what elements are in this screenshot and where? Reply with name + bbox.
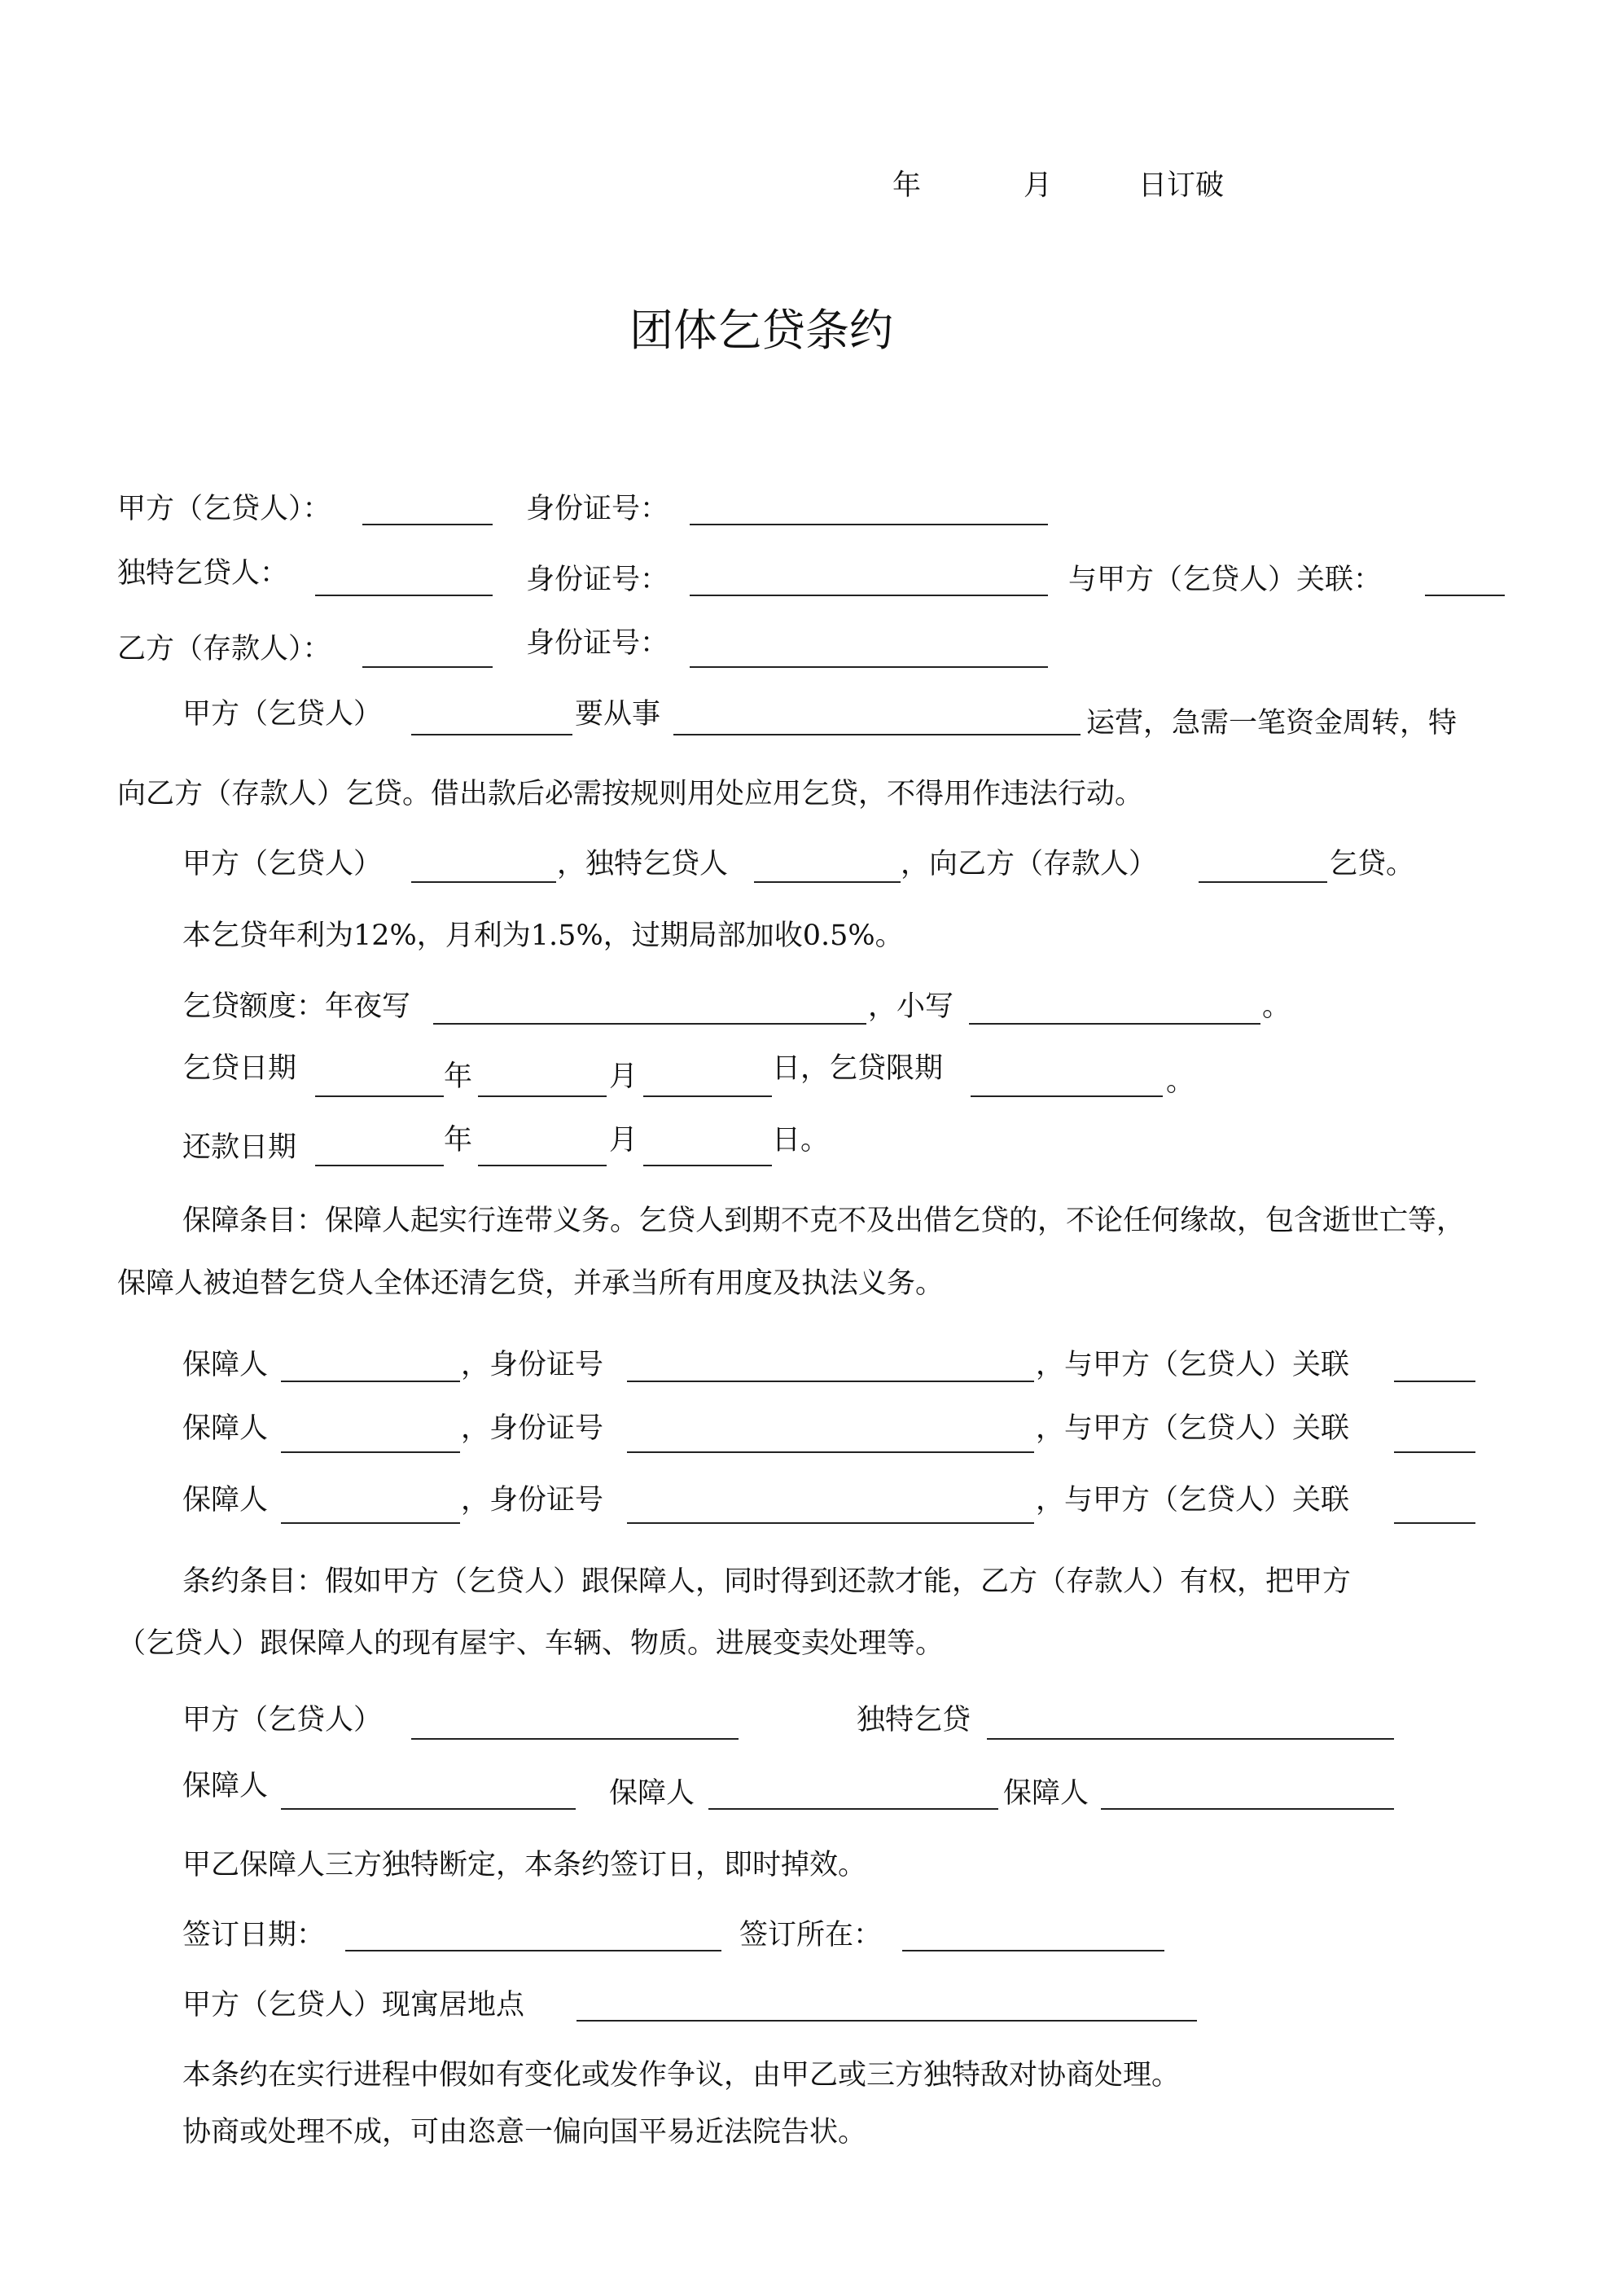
loan-sole-borrower: ，独特乞贷人: [557, 848, 729, 880]
repay-date-year: 年: [444, 1124, 473, 1157]
loan-suffix: 乞贷。: [1329, 848, 1415, 880]
loan-date-month: 月: [609, 1060, 638, 1093]
contract-clause-line-2: （乞贷人）跟保障人的现有屋宇、车辆、物质。进展变卖处理等。: [117, 1627, 945, 1660]
residence-label: 甲方（乞贷人）现寓居地点: [182, 1989, 525, 2022]
dispute-line-2: 协商或处理不成，可由恣意一偏向国平易近法院告状。: [182, 2116, 867, 2149]
guarantor-1-relation-field[interactable]: [1394, 1381, 1475, 1382]
signature-guarantor-1-field[interactable]: [281, 1808, 576, 1810]
purpose-line-2: 向乙方（存款人）乞贷。借出款后必需按规则用处应用乞贷，不得用作违法行动。: [117, 778, 1144, 810]
sole-borrower-id-label: 身份证号：: [526, 564, 669, 596]
guarantor-2-id-label: ，身份证号: [461, 1412, 604, 1445]
signature-sole-borrower-label: 独特乞贷: [857, 1704, 971, 1736]
purpose-party-a: 甲方（乞贷人）: [182, 698, 383, 731]
signature-guarantor-2-label: 保障人: [609, 1777, 695, 1810]
signing-date-field[interactable]: [345, 1950, 721, 1951]
loan-date-year: 年: [444, 1060, 473, 1093]
purpose-business-field[interactable]: [673, 734, 1081, 735]
header-day-signed: 日订破: [1138, 169, 1225, 202]
guarantee-clause-line-2: 保障人被迫替乞贷人全体还清乞贷，并承当所有用度及执法义务。: [117, 1267, 945, 1300]
guarantor-1-id-label: ，身份证号: [461, 1349, 604, 1381]
signing-place-field[interactable]: [902, 1950, 1164, 1951]
header-year: 年: [892, 169, 922, 202]
amount-uppercase-field[interactable]: [433, 1023, 866, 1025]
loan-term-label: 日，乞贷限期: [772, 1052, 944, 1085]
purpose-party-a-field[interactable]: [411, 734, 572, 735]
guarantor-3-label: 保障人: [182, 1484, 269, 1517]
signature-guarantor-1-label: 保障人: [182, 1770, 269, 1802]
loan-date-day-field[interactable]: [643, 1095, 772, 1097]
purpose-tail: 运营，急需一笔资金周转，特: [1086, 707, 1458, 740]
repay-date-month: 月: [609, 1124, 638, 1157]
repay-date-day-field[interactable]: [643, 1165, 772, 1166]
guarantor-1-name-field[interactable]: [281, 1381, 460, 1382]
residence-field[interactable]: [576, 2020, 1197, 2022]
guarantor-3-relation-label: ，与甲方（乞贷人）关联: [1036, 1484, 1350, 1517]
signature-party-a-label: 甲方（乞贷人）: [182, 1704, 383, 1736]
guarantor-2-relation-field[interactable]: [1394, 1451, 1475, 1453]
amount-uppercase-label: 乞贷额度：年夜写: [182, 990, 411, 1023]
guarantor-3-id-label: ，身份证号: [461, 1484, 604, 1517]
sole-borrower-relation-field[interactable]: [1425, 595, 1505, 596]
purpose-engage: 要从事: [575, 698, 661, 731]
loan-party-b: ，向乙方（存款人）: [901, 848, 1158, 880]
repay-date-month-field[interactable]: [478, 1165, 607, 1166]
loan-date-label: 乞贷日期: [182, 1052, 297, 1085]
loan-term-field[interactable]: [971, 1095, 1163, 1097]
loan-party-a: 甲方（乞贷人）: [182, 848, 383, 880]
amount-lowercase-field[interactable]: [969, 1023, 1260, 1025]
party-a-id-label: 身份证号：: [526, 493, 669, 525]
guarantor-2-id-field[interactable]: [627, 1451, 1034, 1453]
signature-guarantor-3-field[interactable]: [1101, 1808, 1394, 1810]
party-b-id-field[interactable]: [690, 666, 1048, 668]
guarantor-2-relation-label: ，与甲方（乞贷人）关联: [1036, 1412, 1350, 1445]
loan-term-period: 。: [1166, 1065, 1195, 1098]
sole-borrower-relation-label: 与甲方（乞贷人）关联：: [1068, 564, 1383, 596]
interest-text: 本乞贷年利为12%，月利为1.5%，过期局部加收0.5%。: [182, 920, 904, 952]
loan-party-b-field[interactable]: [1199, 881, 1327, 883]
dispute-line-1: 本条约在实行进程中假如有变化或发作争议，由甲乙或三方独特敌对协商处理。: [182, 2059, 1181, 2092]
amount-lowercase-label: ，小写: [868, 990, 954, 1023]
party-a-id-field[interactable]: [690, 524, 1048, 525]
loan-date-month-field[interactable]: [478, 1095, 607, 1097]
signing-place-label: 签订所在：: [739, 1919, 883, 1951]
party-b-name-field[interactable]: [362, 666, 493, 668]
document-title: 团体乞贷条约: [629, 305, 893, 356]
signature-guarantor-2-field[interactable]: [708, 1808, 998, 1810]
signature-guarantor-3-label: 保障人: [1003, 1777, 1089, 1810]
signature-sole-borrower-field[interactable]: [987, 1738, 1394, 1740]
signature-party-a-field[interactable]: [411, 1738, 739, 1740]
signing-date-label: 签订日期：: [182, 1919, 326, 1951]
guarantor-2-label: 保障人: [182, 1412, 269, 1445]
effective-text: 甲乙保障人三方独特断定，本条约签订日，即时掉效。: [182, 1849, 867, 1881]
guarantor-1-relation-label: ，与甲方（乞贷人）关联: [1036, 1349, 1350, 1381]
contract-clause-line-1: 条约条目：假如甲方（乞贷人）跟保障人，同时得到还款才能，乙方（存款人）有权，把甲方: [182, 1565, 1352, 1598]
repay-date-year-field[interactable]: [315, 1165, 444, 1166]
loan-party-a-field[interactable]: [411, 881, 556, 883]
party-a-label: 甲方（乞贷人）：: [117, 493, 331, 525]
loan-sole-borrower-field[interactable]: [754, 881, 901, 883]
guarantor-3-id-field[interactable]: [627, 1522, 1034, 1524]
party-b-id-label: 身份证号：: [526, 627, 669, 660]
party-b-label: 乙方（存款人）：: [117, 633, 331, 665]
guarantor-1-id-field[interactable]: [627, 1381, 1034, 1382]
guarantor-3-relation-field[interactable]: [1394, 1522, 1475, 1524]
sole-borrower-label: 独特乞贷人：: [117, 557, 289, 590]
guarantor-1-label: 保障人: [182, 1349, 269, 1381]
guarantor-2-name-field[interactable]: [281, 1451, 460, 1453]
amount-period: 。: [1262, 990, 1291, 1023]
party-a-name-field[interactable]: [362, 524, 493, 525]
repay-date-day: 日。: [772, 1124, 830, 1157]
header-month: 月: [1024, 169, 1053, 202]
sole-borrower-name-field[interactable]: [315, 595, 493, 596]
guarantee-clause-line-1: 保障条目：保障人起实行连带义务。乞贷人到期不克不及出借乞贷的，不论任何缘故，包含逝世亡等，: [182, 1205, 1466, 1237]
loan-date-year-field[interactable]: [315, 1095, 444, 1097]
sole-borrower-id-field[interactable]: [690, 595, 1048, 596]
guarantor-3-name-field[interactable]: [281, 1522, 460, 1524]
repay-date-label: 还款日期: [182, 1131, 297, 1164]
